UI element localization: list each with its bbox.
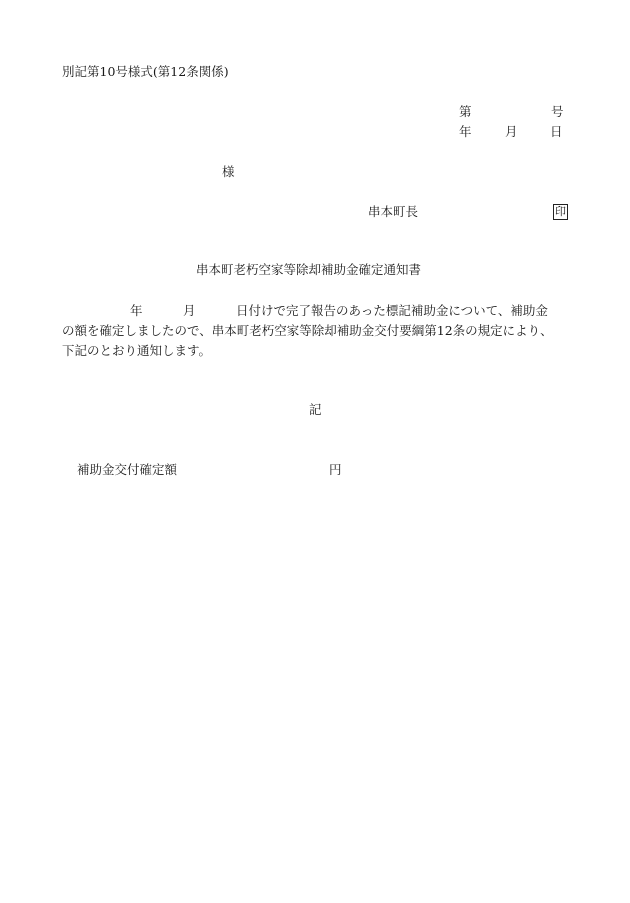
body-line-3: 下記のとおり通知します。 (62, 343, 212, 358)
body-year-label: 年 (130, 303, 143, 318)
document-title: 串本町老朽空家等除却補助金確定通知書 (196, 262, 422, 277)
form-label: 別記第10号様式(第12条関係) (62, 64, 229, 79)
document-number-suffix: 号 (551, 104, 564, 119)
document-number-prefix: 第 (459, 104, 472, 119)
date-month-label: 月 (505, 124, 518, 139)
date-day-label: 日 (550, 124, 563, 139)
item-label: 補助金交付確定額 (77, 462, 178, 477)
body-line-2: の額を確定しましたので、串本町老朽空家等除却補助金交付要綱第12条の規定により、 (62, 323, 553, 338)
item-unit: 円 (329, 462, 342, 477)
sender-name: 串本町長 (368, 204, 419, 219)
seal-mark: 印 (555, 205, 566, 218)
addressee-honorific: 様 (222, 164, 235, 179)
body-month-label: 月 (183, 303, 196, 318)
ki-heading: 記 (309, 402, 322, 417)
date-year-label: 年 (459, 124, 472, 139)
body-line-1: 日付けで完了報告のあった標記補助金について、補助金 (236, 303, 548, 318)
